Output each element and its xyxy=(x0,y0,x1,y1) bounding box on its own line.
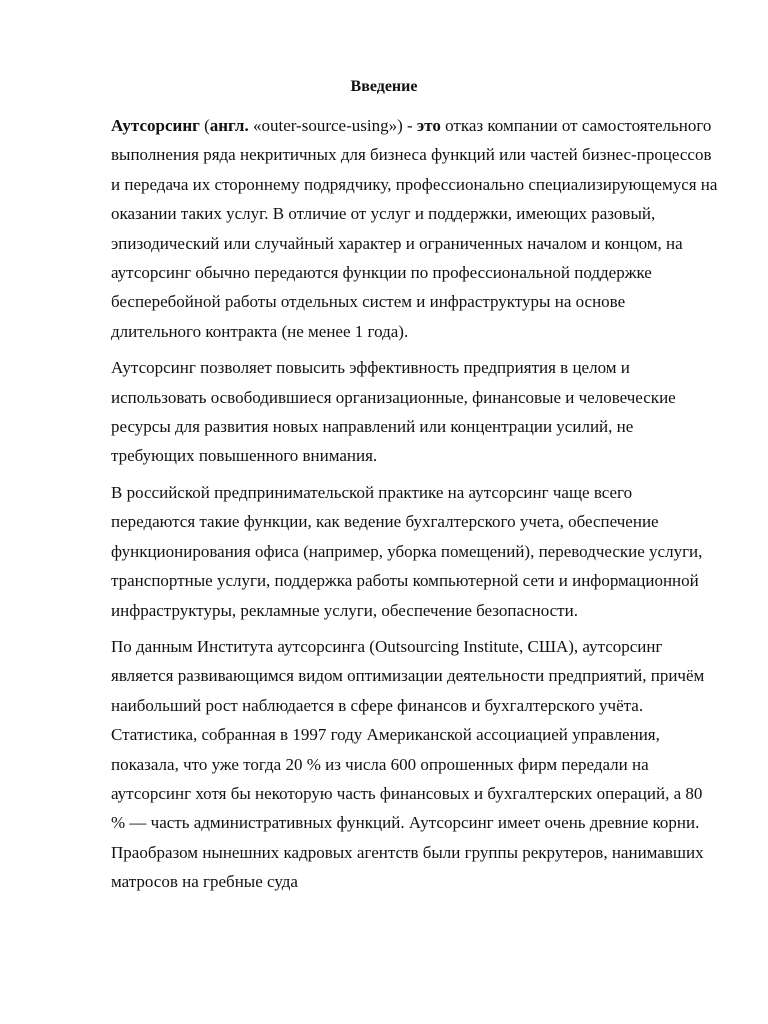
document-title: Введение xyxy=(350,78,418,95)
paragraph-definition xyxy=(111,111,719,346)
term-bold: Аутсорсинг xyxy=(111,116,200,135)
paragraph-russian-practice: В российской предпринимательской практике на аутсорсинг чаще всего передаются такие функции, как ведение бухгалтерского учета, обеспечение функционирования офиса (например, уборка помещений), переводческие услуги, транспортные услуги, поддержка работы компьютерной сети и информационной инфраструктуры, рекламные услуги, обеспечение безопасности. xyxy=(111,482,703,620)
eto-bold: это xyxy=(416,116,441,135)
paragraph-statistics: По данным Института аутсорсинга (Outsourcing Institute, США), аутсорсинг является развивающимся видом оптимизации деятельности предприятий, причём наибольший рост наблюдается в сфере финансов и бухгалтерского учёта. Статистика, собранная в 1997 году Американской ассоциацией управления, показала, что уже тогда 20 % из числа 600 опрошенных фирм передали на аутсорсинг хотя бы некоторую часть финансовых и бухгалтерских операций, а 80 % — часть административных функций. Аутсорсинг имеет очень древние корни. Праобразом нынешних кадровых агентств были группы рекрутеров, нанимавших матросов на гребные суда xyxy=(111,636,705,892)
english-term: «outer-source-using» xyxy=(252,116,398,135)
paragraph-efficiency: Аутсорсинг позволяет повысить эффективность предприятия в целом и использовать освободившиеся организационные, финансовые и человеческие ресурсы для развития новых направлений или концентрации усилий, не требующих повышенного внимания. xyxy=(111,358,676,466)
document-body xyxy=(111,111,719,897)
close-paren: ) - xyxy=(397,116,417,135)
lang-abbrev: англ. xyxy=(209,116,249,135)
open-paren: ( xyxy=(199,116,210,135)
definition-text: отказ компании от самостоятельного выполнения ряда некритичных для бизнеса функций или частей бизнес-процессов и передача их стороннему подрядчику, профессионально специализирующемуся на оказании таких услуг. В отличие от услуг и поддержки, имеющих разовый, эпизодический или случайный характер и ограниченных началом и концом, на аутсорсинг обычно передаются функции по профессиональной поддержке бесперебойной работы отдельных систем и инфраструктуры на основе длительного контракта (не менее 1 года). xyxy=(111,116,718,341)
